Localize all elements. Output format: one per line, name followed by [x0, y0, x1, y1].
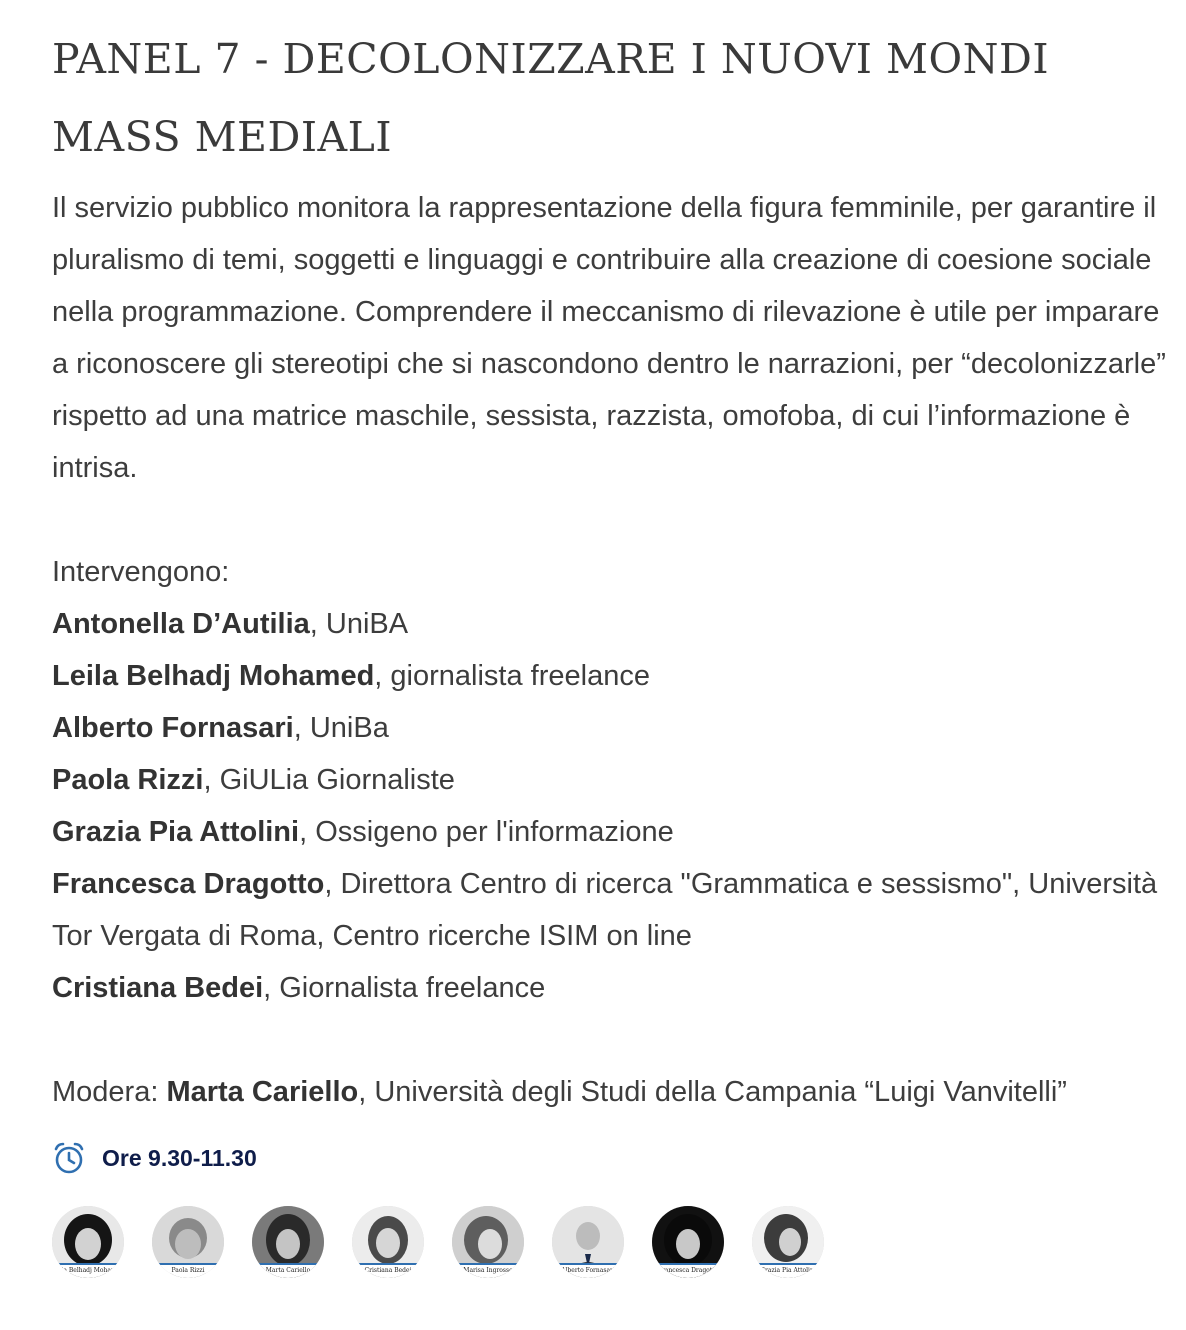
avatar-caption: Paola Rizzi: [152, 1263, 224, 1278]
speaker-item: [52, 806, 1172, 858]
avatar: [752, 1206, 824, 1278]
speaker-name: Antonella D’Autilia: [52, 608, 310, 640]
avatar-caption: Cristiana Bedei: [352, 1263, 424, 1278]
spacer: [52, 1014, 1172, 1066]
moderator-name: Marta Cariello: [166, 1076, 359, 1108]
panel-content: [52, 20, 1172, 1278]
speaker-role: , Ossigeno per l'informazione: [299, 816, 674, 848]
speaker-item: [52, 650, 1172, 702]
avatar-caption: Francesca Dragotto: [652, 1263, 724, 1278]
avatar: [152, 1206, 224, 1278]
speaker-name: Leila Belhadj Mohamed: [52, 660, 375, 692]
speakers-heading: Intervengono:: [52, 556, 230, 588]
avatar: [52, 1206, 124, 1278]
avatar: [452, 1206, 524, 1278]
avatar: [552, 1206, 624, 1278]
speaker-item: [52, 962, 1172, 1014]
speaker-name: Paola Rizzi: [52, 764, 204, 796]
moderator-line: [52, 1066, 1172, 1118]
speakers-list: [52, 598, 1172, 1014]
panel-description: Il servizio pubblico monitora la rappresentazione della figura femminile, per garantire il pluralismo di temi, soggetti e linguaggi e contribuire alla creazione di coesione sociale nella programmazione. Comprendere il meccanismo di rilevazione è utile per imparare a riconoscere gli stereotipi che si nascondono dentro le narrazioni, per “decolonizzarle” rispetto ad una matrice maschile, sessista, razzista, omofoba, di cui l’informazione è intrisa.: [52, 192, 1166, 484]
moderator-role: , Università degli Studi della Campania “Luigi Vanvitelli”: [358, 1076, 1067, 1108]
avatar-caption: Leila Belhadj Mohamed: [52, 1263, 124, 1278]
moderator-label: Modera:: [52, 1076, 167, 1108]
speaker-avatars: [52, 1206, 1172, 1278]
panel-title-line2: MASS MEDIALI: [52, 113, 393, 161]
avatar: [252, 1206, 324, 1278]
avatar-caption: Grazia Pia Attolini: [752, 1263, 824, 1278]
speaker-item: [52, 858, 1172, 962]
avatar: [352, 1206, 424, 1278]
speaker-name: Alberto Fornasari: [52, 712, 294, 744]
speaker-name: Francesca Dragotto: [52, 868, 325, 900]
schedule-time: [52, 1136, 1172, 1180]
speaker-name: Cristiana Bedei: [52, 972, 264, 1004]
avatar-caption: Marta Cariello: [252, 1263, 324, 1278]
avatar-caption: Marisa Ingrosso: [452, 1263, 524, 1278]
speaker-item: [52, 598, 1172, 650]
speaker-role: , GiULia Giornaliste: [203, 764, 455, 796]
alarm-clock-icon: [52, 1141, 86, 1175]
panel-title: [52, 20, 1172, 176]
speaker-role: , Giornalista freelance: [263, 972, 546, 1004]
speaker-item: [52, 702, 1172, 754]
speaker-role: , UniBA: [309, 608, 409, 640]
speaker-role: , UniBa: [293, 712, 389, 744]
speaker-item: [52, 754, 1172, 806]
speaker-role: , giornalista freelance: [374, 660, 650, 692]
time-label: Ore 9.30-11.30: [102, 1144, 257, 1171]
spacer: [52, 494, 1172, 546]
avatar: [652, 1206, 724, 1278]
avatar-caption: Alberto Fornasari: [552, 1263, 624, 1278]
speaker-name: Grazia Pia Attolini: [52, 816, 300, 848]
speaker-role: , Direttora Centro di ricerca "Grammatica e sessismo", Università Tor Vergata di Roma, Centro ricerche ISIM on line: [52, 868, 1158, 952]
panel-title-line1: PANEL 7 - DECOLONIZZARE I NUOVI MONDI: [52, 35, 1050, 83]
